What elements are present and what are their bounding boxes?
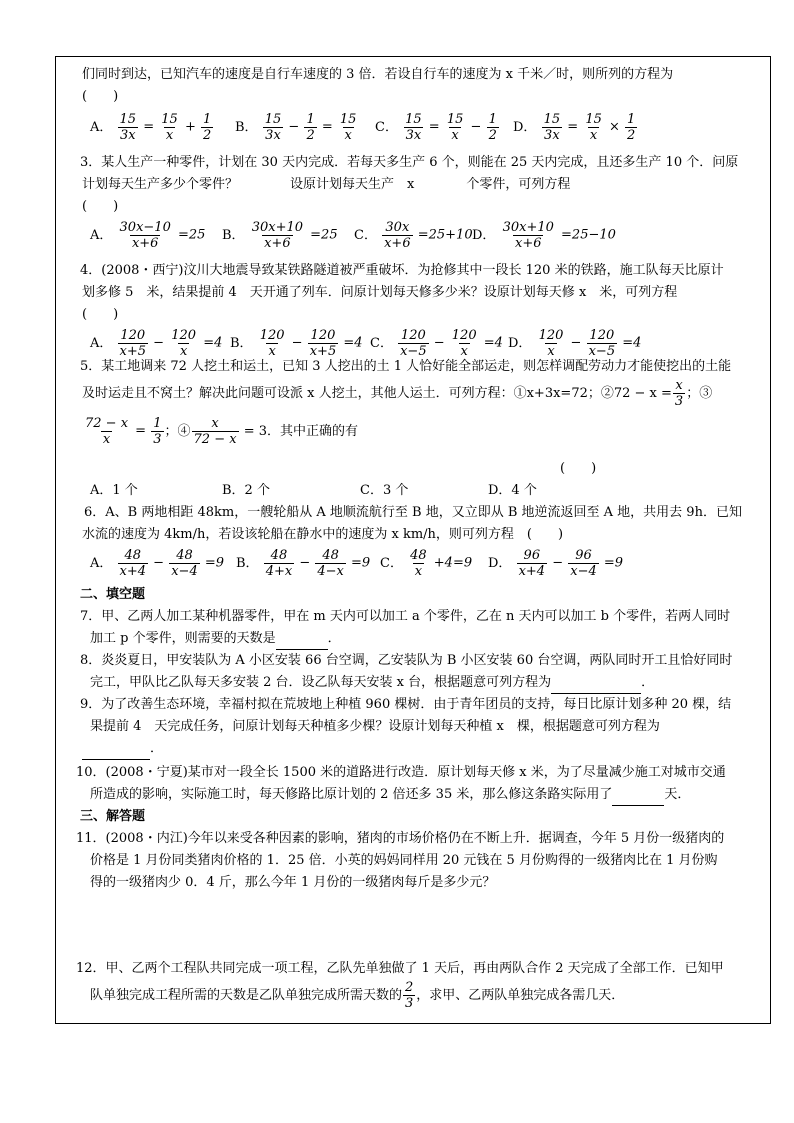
q2-option-d: D． $\frac{15}{3x}$ = $\frac{15}{x}$ × $\frac{1}{2}$ [513,112,636,143]
q5-paren: ( ) [560,461,597,476]
q2-option-c: C． $\frac{15}{3x}$ = $\frac{15}{x}$ − $\frac{1}{2}$ [375,112,497,143]
q5-line2: 及时运走且不窝土？解决此问题可设派 x 人挖土，其他人运土．可列方程：①x+3x=72；②72 − x = $\frac{x}{3}$ ；③ [82,378,713,409]
section-fill-in-title: 二、填空题 [80,587,146,602]
q4-paren: ( ) [82,307,119,322]
q2-option-b: B． $\frac{15}{3x}$ − $\frac{1}{2}$ = $\frac{15}{x}$ [235,112,357,143]
q3-option-c: C． $\frac{30x}{x+6}$ =25+10 [354,220,473,251]
q3-line1: 3．某人生产一种零件，计划在 30 天内完成．若每天多生产 6 个，则能在 25 天内完成，且还多生产 10 个．问原 [80,155,739,170]
q6-option-b: B． $\frac{48}{4+x}$ − $\frac{48}{4-x}$ =9 [236,548,371,579]
q12-line1: 12．甲、乙两个工程队共同完成一项工程，乙队先单独做了 1 天后，再由两队合作 2 天完成了全部工作．已知甲 [76,961,724,976]
q11-line3: 得的一级猪肉少 0．4 斤，那么今年 1 月份的一级猪肉每斤是多少元？ [90,875,496,890]
q8-answer-blank[interactable] [551,679,641,694]
q7-line2: 加工 p 个零件，则需要的天数是 ． [90,628,341,650]
q4-line1: 4．(2008・西宁)汶川大地震导致某铁路隧道被严重破坏．为抢修其中一段长 120 米的铁路，施工队每天比原计 [80,263,724,278]
q4-option-a: A． $\frac{120}{x+5}$ − $\frac{120}{x}$ =4 [90,328,223,359]
q3-option-b: B． $\frac{30x+10}{x+6}$ =25 [222,220,338,251]
q4-line2: 划多修 5 米，结果提前 4 天开通了列车．问原计划每天修多少米？设原计划每天修 x 米，可列方程 [82,285,678,300]
q9-answer-blank[interactable] [82,745,150,760]
q3-paren: ( ) [82,199,119,214]
q5-option-d: D．4 个 [488,483,537,498]
q5-option-a: A．1 个 [90,483,138,498]
q5-option-c: C．3 个 [360,483,409,498]
q10-line1: 10．(2008・宁夏)某市对一段全长 1500 米的道路进行改造．原计划每天修 x 米，为了尽量减少施工对城市交通 [76,765,726,780]
q11-line1: 11．(2008・内江)今年以来受各种因素的影响，猪肉的市场价格仍在不断上升．据调查，今年 5 月份一级猪肉的 [76,831,725,846]
q5-line1: 5．某工地调来 72 人挖土和运土，已知 3 人挖出的土 1 人恰好能全部运走，则怎样调配劳动力才能使挖出的土能 [80,359,732,374]
q10-answer-blank[interactable] [612,791,664,806]
q6-line1: 6．A、B 两地相距 48km，一艘轮船从 A 地顺流航行至 B 地，又立即从 B 地逆流返回至 A 地，共用去 9h．已知 [84,505,742,520]
q4-option-c: C． $\frac{120}{x-5}$ − $\frac{120}{x}$ =4 [370,328,503,359]
q8-line2: 完工，甲队比乙队每天多安装 2 台．设乙队每天安装 x 台，根据题意可列方程为 ． [90,672,654,694]
q2-paren: ( ) [82,89,119,104]
section-solve-title: 三、解答题 [80,809,146,824]
q9-line2: 果提前 4 天完成任务，问原计划每天种植多少棵？设原计划每天种植 x 棵，根据题意可列方程为 [90,719,660,734]
q4-option-d: D． $\frac{120}{x}$ − $\frac{120}{x-5}$ =4 [508,328,642,359]
q6-option-a: A． $\frac{48}{x+4}$ − $\frac{48}{x-4}$ =9 [90,548,225,579]
q10-line2: 所造成的影响，实际施工时，每天修路比原计划的 2 倍还多 35 米，那么修这条路实际用了 天． [90,784,690,806]
q2-line1: 们同时到达，已知汽车的速度是自行车速度的 3 倍．若设自行车的速度为 x 千米／时，则所列的方程为 [82,67,674,82]
q3-option-a: A． $\frac{30x-10}{x+6}$ =25 [90,220,206,251]
q6-option-d: D． $\frac{96}{x+4}$ − $\frac{96}{x-4}$ =9 [488,548,624,579]
q9-line1: 9．为了改善生态环境，幸福村拟在荒坡地上种植 960 棵树．由于青年团员的支持，每日比原计划多种 20 棵，结 [80,697,732,712]
q8-line1: 8．炎炎夏日，甲安装队为 A 小区安装 66 台空调，乙安装队为 B 小区安装 60 台空调，两队同时开工且恰好同时 [80,653,733,668]
q12-line2: 队单独完成工程所需的天数是乙队单独完成所需天数的 $\frac{2}{3}$ ，求甲、乙两队单独完成各需几天． [90,980,625,1011]
q3-option-d: D． $\frac{30x+10}{x+6}$ =25−10 [472,220,616,251]
q7-answer-blank[interactable] [276,635,328,650]
q5-line3: $\frac{72 - x}{x}$ = $\frac{1}{3}$ ；④ $\frac{x}{72 - x}$ = 3．其中正确的有 [85,416,358,447]
q3-line2: 计划每天生产多少个零件？ 设原计划每天生产 x 个零件，可列方程 [82,177,571,192]
q11-line2: 价格是 1 月份同类猪肉价格的 1．25 倍．小英的妈妈同样用 20 元钱在 5 月份购得的一级猪肉比在 1 月份购 [90,853,718,868]
q7-line1: 7．甲、乙两人加工某种机器零件，甲在 m 天内可以加工 a 个零件，乙在 n 天内可以加工 b 个零件，若两人同时 [80,609,731,624]
q5-option-b: B．2 个 [222,483,270,498]
q2-option-a: A． $\frac{15}{3x}$ = $\frac{15}{x}$ + $\frac{1}{2}$ [90,112,212,143]
q6-line2: 水流的速度为 4km/h，若设该轮船在静水中的速度为 x km/h，则可列方程 ( ) [82,527,564,542]
q6-option-c: C． $\frac{48}{x}$ +4=9 [380,548,473,579]
q4-option-b: B． $\frac{120}{x}$ − $\frac{120}{x+5}$ =4 [230,328,363,359]
q9-line3: ． [82,738,163,760]
